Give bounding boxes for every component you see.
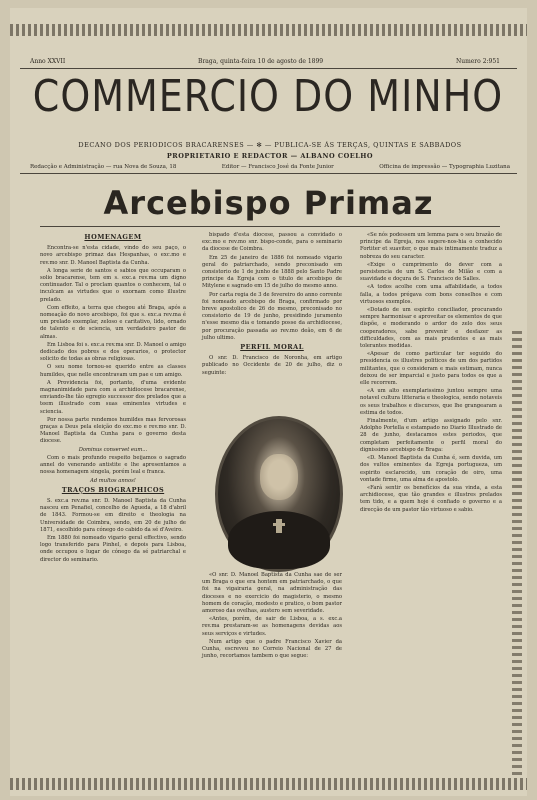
- paragraph: O snr. D. Francisco de Noronha, em artigo publicado no Occidente de 20 de julho, diz o seguinte:: [202, 355, 342, 376]
- paragraph: A Providencia foi, portanto, d'uma evidente magnanimidade para com a archidiocese bracarense, enviando-lhe tão egregio successor dos prelados que a teem illustrado com suas eminentes virtudes e sciencia.: [40, 379, 186, 415]
- paragraph: A longa serie de santos e sabios que occuparam o solio bracarense, tem em s. exc.a rev.ma um digno continuador. Tal o proclam quantos o conhecem, tal o inculcam as virtudes que o exornam como illustre prelado.: [40, 267, 186, 303]
- paragraph: Com o mais profundo respeito beijamos o sagrado annel do venerando antistite e lhe apresentamos a nossa homenagem singela, porém leal e franca.: [40, 454, 186, 476]
- masthead: [18, 70, 518, 122]
- article-headline: Arcebispo Primaz: [103, 184, 434, 222]
- paragraph: Em 1880 foi nomeado vigario geral effectivo, sendo logo transferido para Pinhel, e depois para Lisboa, onde occupou o lugar de cónego da sé patriarchal e director do seminario.: [40, 534, 186, 563]
- paragraph: «Exige o cumprimento do dever com a persistencia de um S. Carlos de Milão e com a suavidade e doçura de S. Francisco de Salles.: [360, 261, 502, 283]
- paragraph: «D. Manoel Baptista da Cunha é, sem duvida, um dos vultos eminentes da Egreja portugueza, um espirito esclarecido, um coração de oiro, uma vontade firme, uma alma de apostolo.: [360, 455, 502, 483]
- paragraph: «A um alto exemplarissimo juntou sempre uma notavel cultura litteraria e theologica, sendo notaveis os seus trabalhos e discursos, que lhe grangearam a estima de todos.: [360, 388, 502, 416]
- newspaper-title: COMMERCIO DO MINHO: [32, 70, 504, 122]
- paragraph: «Dotado de um espirito conciliador, procurando sempre harmonisar e aproveitar os elementos de que dispõe, e moderando o ardor do zelo dos seus cooperadores, sabe prevenir e desfazer as difficuldades, com as mais prudentes e as mais tolerantes medidas.: [360, 307, 502, 350]
- ornamental-border-bottom: [10, 778, 527, 790]
- portrait-face: [260, 454, 298, 500]
- paragraph: Por nossa parte rendemos humildes mas fervorosas graças a Deus pela eleição do exc.mo e rev.mo snr. D. Manoel Baptista da Cunha para o governo desta diocese.: [40, 416, 186, 445]
- paragraph-latin: Dominus conservet eum...: [78, 446, 148, 453]
- info-redaccao: Redacção e Administração — rua Nova de Souza, 18: [30, 164, 177, 170]
- paragraph: «Se nós podessem um lemma para o seu brazão de principe da Egreja, nos sugere-nos-hia o conhecido Fortiter et suaviter, o que mais intimamente traduz a nobreza do seu caracter.: [360, 232, 502, 260]
- masthead-subtitle: DECANO DOS PERIODICOS BRACARENSES — ✻ — PUBLICA-SE ÁS TERÇAS, QUINTAS E SABBADOS: [78, 141, 462, 149]
- info-officina: Officina de impressão — Typographia Luzitana: [379, 164, 510, 170]
- pectoral-cross-bar: [273, 523, 285, 526]
- rule-masthead: [20, 173, 517, 174]
- column-3: [360, 232, 502, 515]
- pectoral-cross-icon: [276, 519, 282, 533]
- issue-date: Braga, quinta-feira 10 de agosto de 1899: [198, 58, 324, 65]
- paragraph: bispado d'esta diocese, passou a convidado o exc.mo e rev.mo snr. bispo-conde, para o seminario da diocese de Coimbra.: [202, 232, 342, 253]
- paragraph: Encontra-se n'esta cidade, vindo do seu paço, o novo arcebispo primaz das Hespanhas, o exc.mo e rev.mo snr. D. Manoel Baptista da Cunha.: [40, 245, 186, 266]
- paragraph: «Fará sentir os benefícios da sua vinda, a esta archidiocese, que tão grandes e illustres prelados tem tido, e a quem hoje é confiado o governo e a direcção de um pastor tão virtuoso e sabio.: [360, 484, 502, 513]
- section-title-biographicos: TRAÇOS BIOGRAPHICOS: [61, 485, 165, 494]
- paragraph: Com effeito, a terra que chegou até Braga, após a nomeação do novo arcebispo, foi que s. exc.a rev.ma é um prelado exemplar, zeloso e caritativo, lido, ornado de talento e de sciencia, um verdadeiro pastor de almas.: [40, 304, 186, 340]
- paragraph: Finalmente, d'um artigo assignado pelo snr. Adolpho Portella e estampado no Diario Illustrado de 28 de junho, destacamos estes periodos, que completam perfeitamente o perfil moral do dignissimo arcebispo de Braga:: [360, 418, 502, 453]
- paragraph: Em 25 de janeiro de 1886 foi nomeado vigario geral do patriarchado, sendo preconisado em consistorio de 1 de junho de 1888 pelo Santo Padre principe da Egreja com o titulo de arcebispo de Mitylene e sagrado em 15 de julho do mesmo anno.: [202, 254, 342, 290]
- paragraph: Por carta regia de 3 de fevereiro do anno corrente foi nomeado arcebispo de Braga, confirmado por breve apostolico de 26 do mesmo, preconisado no consistorio de 19 de junho, presidindo juramento n'esse mesmo dia e tomando posse da archidiocese, por procuração passada ao rev.mo deão, em 6 de julho ultimo.: [202, 291, 342, 341]
- paragraph-latin: Ad multos annos!: [90, 477, 136, 484]
- ornamental-border-top: [10, 24, 527, 36]
- paragraph: «Apesar de como particular ter seguido do presidencia os illustres politicos de um dos partidos militantes, que o consideram e mais estimam, nunca deixou de ser imparcial e justo para todos os que a elle recorrem.: [360, 351, 502, 387]
- rule-top: [20, 68, 517, 69]
- rule-headline: [40, 226, 500, 227]
- archbishop-portrait: [215, 416, 343, 572]
- paragraph: Num artigo que o padre Francisco Xavier da Cunha, escreveu no Correio Nacional de 27 de junho, recortamos tambem o que segue:: [202, 638, 342, 660]
- issue-number: Numero 2:951: [455, 58, 500, 65]
- paragraph: «A todos acolhe com uma affabilidade, a todos falla, a todos prégava com bons conselhos e com virtuosos exemplos.: [360, 284, 502, 305]
- info-editor: Editor — Francisco José da Fonte Junior: [221, 164, 334, 170]
- masthead-info-row: [30, 164, 510, 170]
- paragraph: S. exc.a rev.ma snr. D. Manoel Baptista da Cunha nasceu em Penafiel, concelho de Agueda, a 18 d'abril de 1843. Formou-se em direito e theologia na Universidade de Coimbra, sendo, em 20 de julho de 1871, escolhido para cónego do cabido da sé d'Aveiro.: [40, 497, 186, 533]
- paragraph: Em Lisboa foi s. exc.a rev.ma snr. D. Manoel o amigo dedicado dos pobres e dos operarios, o protector solicito de todas as obras religiosas.: [40, 341, 186, 363]
- section-title-perfil: PERFIL MORAL: [240, 343, 304, 352]
- issue-meta-row: [30, 58, 500, 65]
- ornamental-border-right: [512, 330, 522, 775]
- masthead-owner: PROPRIETARIO E REDACTOR — ALBANO COELHO: [166, 152, 374, 160]
- column-1: [40, 232, 186, 565]
- paragraph: «Antes, porém, de sair de Lisboa, a s. exc.a rev.ma prestaram-se as homenagens devidas aos seus serviços e virtudes.: [202, 616, 342, 637]
- section-title-homenagem: HOMENAGEM: [84, 233, 142, 241]
- column-2-lower: [202, 572, 342, 661]
- paragraph: «O snr. D. Manoel Baptista da Cunha sae de ser um Braga o que era hontem em patriarchado, o que foi na vigairaria geral, na administração das dioceses e no exercicio do magisterio, o mesmo homem de coração, modesto e pratico, o bom pastor amoroso das ovelhas, austero sem severidade.: [202, 572, 342, 615]
- paragraph: O seu nome tornou-se querido entre as classes humildes, que nelle encontravam um pae e um amigo.: [40, 364, 186, 378]
- column-2: [202, 232, 342, 378]
- issue-year: Anno XXVII: [30, 58, 66, 65]
